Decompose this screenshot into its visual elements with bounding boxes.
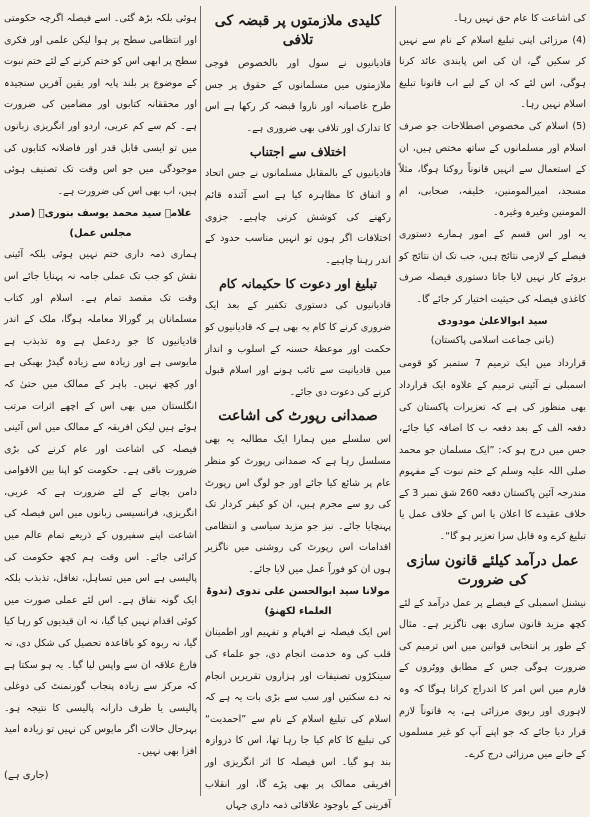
signature-name: مولانا سید ابوالحسن علی ندوی (ندوۃ العلماء لکھنؤ) (206, 586, 390, 618)
paragraph: نیشنل اسمبلی کے فیصلے پر عمل درآمد کے لئے کچھ مزید قانون سازی بھی ناگزیر ہے۔ مثال کے طور پر انتخابی قوانین میں اس ترمیم کی ضرورت ہوگی جس کے مطابق ووٹروں کے فارم میں اس امر کا اندراج کرانا ہوگا کہ وہ لاہوری اور ربوی مرزائی ہے، یہ قانوناً لازم قرار دیا جائے کہ جو اپنے آپ کو غیر مسلموں کے خانے میں مرزائی درج کرے۔ (399, 597, 586, 760)
signature-name: علامہ سید محمد یوسف بنوریؒ (صدر مجلس عمل) (9, 208, 192, 240)
paragraph: کی اشاعت کا عام حق نہیں رہا۔ (453, 13, 586, 24)
signature-title: (بانی جماعت اسلامی پاکستان) (430, 335, 555, 347)
section-heading: تبلیغ اور دعوت کا حکیمانہ کام (219, 276, 377, 292)
paragraph: یہ اور اس قسم کے امور ہمارے دستوری فیصلے کے لازمی نتائج ہیں، جب تک ان نتائج کو بروئے کار نہیں لایا جاتا دستوری فیصلہ صرف کاغذی فیصلہ کی حیثیت اختیار کر جائے گا۔ (399, 228, 586, 305)
paragraph: اس سلسلے میں ہمارا ایک مطالبہ یہ بھی مسلسل رہا ہے کہ صمدانی رپورٹ کو منظر عام پر شائع کیا جائے اور جو لوگ اس رپورٹ کی رو سے مجرم ہیں، ان کو کیفر کردار تک پہنچایا جائے۔ نیز جو مزید سیاسی و انتظامی اقدامات اس رپورٹ کی روشنی میں ناگزیر ہوں ان کو فوراً عمل میں لایا جائے۔ (205, 434, 391, 575)
paragraph: (4) مرزائی اپنی تبلیغ اسلام کے نام سے نہیں کر سکیں گے، ان کی اس پابندی عائد کرنا ہوگی، اس لئے کہ ان کے لیے اب قانونا تبلیغ اسلام نہیں رہا۔ (399, 34, 586, 111)
section-heading: عمل درآمد کیلئے قانون سازی کی ضرورت (406, 552, 579, 588)
right-column (395, 0, 590, 800)
paragraph: اس ایک فیصلہ نے افہام و تفہیم اور اطمینان قلب کی وہ خدمت انجام دی، جو علماء کی سینکڑوں تصنیفات اور ہزاروں تقریریں انجام نہ دے سکتیں اور سب سے بڑی بات یہ ہے کہ اسلام کی تبلیغ اسلام کے نام سے ”احمدیت“ کی تبلیغ کا کام کیا جا رہا تھا، اس کا دروازہ بند ہو گیا۔ اس فیصلہ کا اثر انگریزی اور افریقی ممالک پر بھی پڑے گا، اور انقلاب آفرینی کے باوجود علاقائی ذمہ داری جہاں (205, 627, 391, 812)
signature-name: سید ابوالاعلیٰ مودودی (437, 316, 548, 328)
paragraph: قادیانیوں کے بالمقابل مسلمانوں نے جس اتحاد و اتفاق کا مظاہرہ کیا ہے اسے آئندہ قائم رکھنے کی کوشش کرنی چاہیے۔ جزوی اختلافات اگر ہوں تو انہیں مناسب حدود کے اندر رہنا چاہیے۔ (205, 168, 391, 266)
paragraph: قادیانیوں نے سول اور بالخصوص فوجی ملازمتوں میں مسلمانوں کے حقوق پر جس طرح غاصبانہ اور ناروا قبضہ کر رکھا ہے اس کا تدارک اور تلافی بھی ضروری ہے۔ (205, 58, 391, 134)
continued-label: (جاری ہے) (4, 769, 49, 781)
paragraph: (5) اسلام کی مخصوص اصطلاحات جو صرف اسلام اور مسلمانوں کے ساتھ مختص ہیں، ان کے استعمال سے انہیں قانوناً روکنا ہوگا، مثلاً مسجد، امیرالمومنین، خلیفہ، صحابی، ام المومنین وغیرہ وغیرہ۔ (399, 120, 586, 219)
section-heading: کلیدی ملازمتوں پر قبضہ کی تلافی (214, 13, 382, 48)
paragraph: قرارداد میں ایک ترمیم 7 ستمبر کو قومی اسمبلی نے آئینی ترمیم کے علاوہ ایک قرارداد بھی منظور کی ہے کہ تعزیرات پاکستان کی دفعہ الف کے بعد دفعہ ب کا اضافہ کیا جائے، جس میں درج ہو کہ: ”ایک مسلمان جو محمد صلی اللہ علیہ وسلم کے ختم نبوت کے مفہوم مندرجہ آئین پاکستان دفعہ 260 شق نمبر 3 کے خلاف عقیدے کا اعلان یا اس کے خلاف عمل یا تبلیغ کرے وہ قابل سزا تعزیر ہو گا“۔ (399, 358, 586, 543)
middle-column (201, 0, 395, 812)
paragraph: قادیانیوں کی دستوری تکفیر کے بعد ایک ضروری کرنے کا کام یہ بھی ہے کہ قادیانیوں کو حکمت اور موعظۂ حسنہ کے اسلوب و انداز میں قادیانیت سے تائب ہونے اور اسلام قبول کرنے کی دعوت دی جائے۔ (204, 300, 391, 398)
section-heading: اختلاف سے اجتناب (249, 144, 347, 160)
section-heading: صمدانی رپورٹ کی اشاعت (218, 408, 378, 425)
paragraph: ہماری ذمہ داری ختم نہیں ہوئی بلکہ آئینی نقش کو جب تک عملی جامہ نہ پہنایا جائے اس وقت تک مقصد تمام ہے۔ اسلام اور کتاب مسلمانان پر گورالا معاملہ ہوگا، ملک کے اندر قادیانیوں کا جو ردعمل ہے وہ تذبذب ہے مایوسی ہے اور زیادہ سے زیادہ گیدڑ بھبکی ہے اور کچھ نہیں۔ باہر کے ممالک میں حتیٰ کہ انگلستان میں بھی اس کے اچھے اثرات مرتب ہوئے ہیں لیکن افریقہ کے ممالک میں اس آئینی فیصلہ کی اشاعت اور عام کرنے کی بڑی ضرورت باقی ہے۔ حکومت کو اپنا بین الاقوامی دامن بچانے کے لئے ضرورت ہے کہ عربی، انگریزی، فرانسیسی زبانوں میں اس فیصلہ کی اشاعت اپنے سفیروں کے ذریعے تمام عالم میں کرائی جائے۔ اس وقت ہم کچھ حکومت کی پالیسی ہے اس میں تساہل، تغافل، تذبذب بلکہ ایک گونہ نفاق ہے۔ اس لئے عملی صورت میں کوئی اقدام نہیں کیا گیا، نہ ان قیدیوں کو رہا کیا گیا، نہ ربوہ کو باقاعدہ تحصیل کی شکل دی، نہ فارغ علاقہ ان سے واپس لیا گیا۔ یہ ہو سکتا ہے کہ مرکز سے زیادہ پنجاب گورنمنٹ کی دوغلی پالیسی یا طرف دارانہ پالیسی کا نتیجہ ہو۔ بہرحال حالات اگر مایوس کن نہیں تو زیادہ امید افزا بھی نہیں۔ (4, 249, 197, 757)
paragraph: ہوئی بلکہ بڑھ گئی۔ اسے فیصلہ اگرچہ حکومتی اور انتظامی سطح پر ہوا لیکن علمی اور فکری سطح پر ابھی اس کو ختم کرنے کے لئے ختم نبوت کے موضوع پر بلند پایہ اور یقین آفریں سنجیدہ اور محققانہ کتابوں اور مضامین کی ضرورت ہے۔ کم سے کم عربی، اردو اور انگریزی زبانوں میں تو ایسی قابل قدر اور فاضلانہ کتابوں کی موجودگی میں جو اس وقت تک تصنیف ہوئی ہیں، اب بھی اس کی ضرورت ہے۔ (4, 13, 197, 197)
left-column (0, 0, 201, 800)
